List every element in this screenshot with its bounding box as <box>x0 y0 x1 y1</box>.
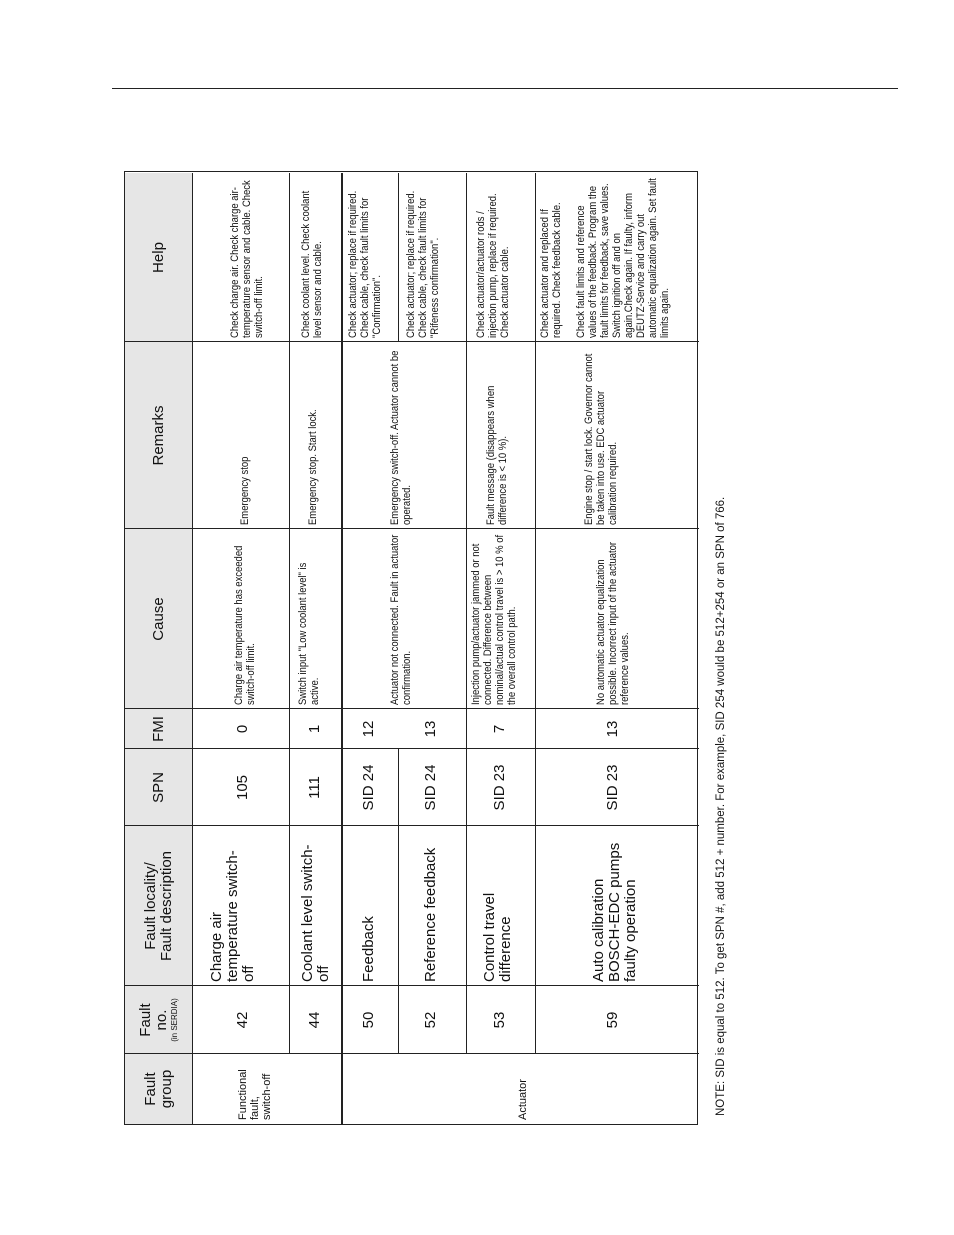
fmi-52: 13 <box>422 720 439 738</box>
description-59: Auto calibration BOSCH-EDC pumps faulty operation <box>590 842 639 982</box>
cause-50-52: Actuator not connected. Fault in actuator confirmation. <box>389 534 413 705</box>
remarks-50-52: Emergency switch-off. Actuator cannot be operated. <box>389 350 413 525</box>
header-fault-no: Fault no. (in SERDIA) <box>136 998 179 1042</box>
footnote-text: NOTE: SID is equal to 512. To get SPN #, add 512 + number. For example, SID 254 would be 512+254 or an SPN of 766. <box>715 496 727 1116</box>
description-53: Control travel difference <box>481 892 514 982</box>
group-actuator: Actuator <box>517 1079 529 1120</box>
top-rule <box>112 88 898 89</box>
description-42: Charge air temperature switch- off <box>208 850 257 982</box>
cause-42: Charge air temperature has exceeded switch-off limit. <box>233 545 257 705</box>
grid-line <box>289 173 290 1054</box>
description-44: Coolant level switch- off <box>299 844 332 982</box>
fmi-44: 1 <box>306 724 323 734</box>
grid-line <box>466 173 467 1054</box>
spn-59: SID 23 <box>604 764 621 811</box>
cause-53: Injection pump/actuator jammed or not connected. Difference between nominal/actual control travel is > 10 % of the overall control path. <box>470 534 518 705</box>
header-description: Fault locality/ Fault description <box>141 850 175 962</box>
help-59-b: Check fault limits and reference values of the feedback. Program the fault limits for feedback, save values. Switch ignition off and on again.Check again. If faulty, inform DEUTZ-Service and carry out automatic equalization again. Set fault limits again. <box>575 178 671 338</box>
rotated-page-content <box>124 171 698 1125</box>
fault-table <box>124 171 698 1125</box>
help-52: Check actuator; replace if required. Check cable, check fault limits for "Rifeness confirmation". <box>405 190 441 338</box>
fmi-53: 7 <box>491 724 508 734</box>
fmi-59: 13 <box>604 720 621 738</box>
header-fault-no-sub: (in SERDIA) <box>169 998 179 1042</box>
help-59-a: Check actuator and replaced If required. Check feedback cable. <box>539 202 563 338</box>
help-50: Check actuator; replace if required. Check cable, check fault limits for "Confirmation". <box>347 190 383 338</box>
grid-line <box>192 173 193 1124</box>
description-52: Reference feedback <box>422 847 439 982</box>
cause-59: No automatic actuator equalization possible. Incorrect input of the actuator reference values. <box>595 541 631 705</box>
grid-line <box>398 173 399 342</box>
fmi-50: 12 <box>360 720 377 738</box>
help-42: Check charge air. Check charge air-temperature sensor and cable. Check switch-off limit. <box>229 180 265 338</box>
fmi-42: 0 <box>234 724 251 734</box>
header-fault-group: Fault group <box>141 1069 175 1109</box>
grid-line <box>125 528 699 529</box>
fault-no-42: 42 <box>234 1011 251 1029</box>
group-divider <box>341 173 343 1124</box>
header-help: Help <box>149 242 167 273</box>
remarks-44: Emergency stop. Start lock. <box>307 409 319 525</box>
group-functional-fault: Functional fault, switch-off <box>237 1069 273 1120</box>
description-50: Feedback <box>360 916 377 982</box>
help-44: Check coolant level. Check coolant level sensor and cable. <box>300 190 324 338</box>
spn-53: SID 23 <box>491 764 508 811</box>
header-fmi: FMI <box>149 716 167 742</box>
fault-no-53: 53 <box>491 1011 508 1029</box>
spn-50: SID 24 <box>360 764 377 811</box>
cause-44: Switch input "Low coolant level" is active. <box>297 562 321 705</box>
spn-42: 105 <box>234 774 251 801</box>
grid-line <box>535 173 536 1054</box>
spn-44: 111 <box>306 776 323 799</box>
remarks-59: Engine stop / start lock. Governor cannot be taken into use. EDC actuator calibration required. <box>583 353 619 525</box>
fault-no-50: 50 <box>360 1011 377 1029</box>
fault-no-59: 59 <box>604 1011 621 1029</box>
spn-52: SID 24 <box>422 764 439 811</box>
fault-no-44: 44 <box>306 1011 323 1029</box>
header-spn: SPN <box>149 772 167 803</box>
header-remarks: Remarks <box>149 405 167 466</box>
help-53: Check actuator/actuator rods / injection pump, replace if required. Check actuator cable. <box>475 193 511 338</box>
remarks-42: Emergency stop <box>239 456 251 525</box>
grid-line <box>125 341 699 342</box>
header-cause: Cause <box>149 597 167 641</box>
fault-no-52: 52 <box>422 1011 439 1029</box>
grid-line <box>398 749 399 1054</box>
remarks-53: Fault message (disappears when difference is < 10 %). <box>485 385 509 525</box>
